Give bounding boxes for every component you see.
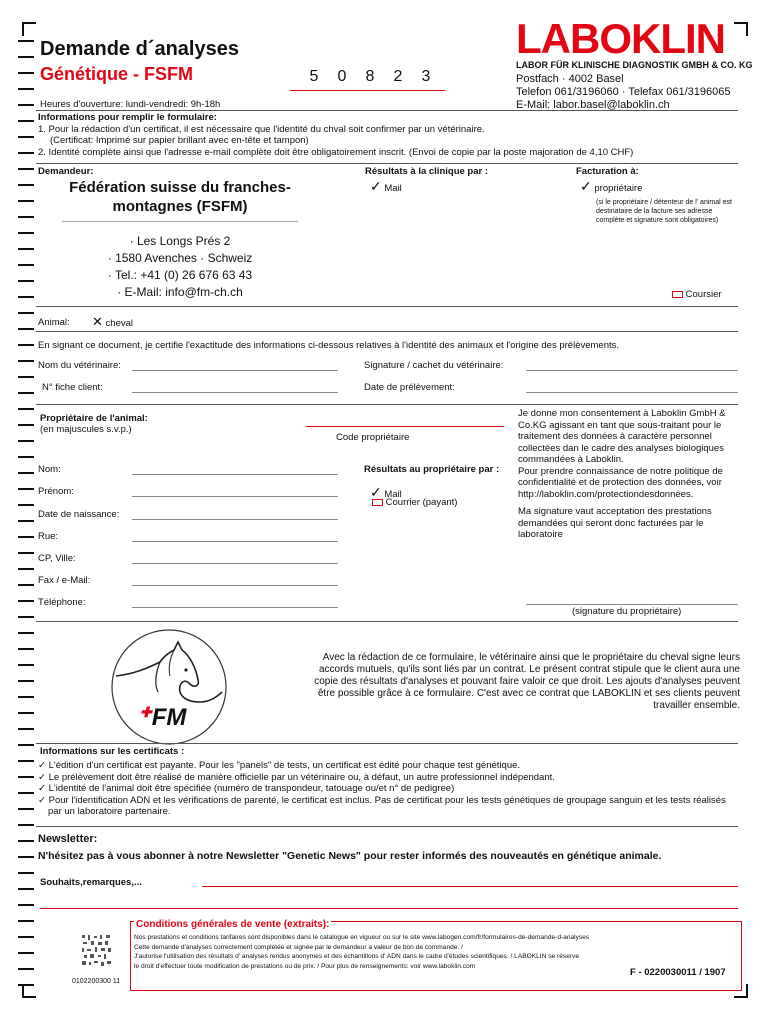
checkmark-icon: ✓	[38, 771, 49, 783]
cross-icon: ✕	[92, 314, 103, 329]
owner-first-name-input[interactable]	[132, 496, 338, 497]
certificates-title: Informations sur les certificats :	[40, 746, 185, 757]
divider	[36, 826, 738, 827]
owner-caps-note: (en majuscules s.v.p.)	[40, 424, 132, 435]
barcode-number: 0102200300 11	[72, 978, 121, 985]
margin-ticks	[18, 40, 36, 1000]
divider	[36, 404, 738, 405]
divider	[36, 163, 738, 164]
courier-option[interactable]	[672, 289, 722, 300]
checkmark-icon: ✓	[38, 794, 49, 806]
owner-fax-email-input[interactable]	[132, 585, 338, 586]
requester-label: Demandeur:	[38, 166, 94, 177]
order-digit: 3	[421, 68, 431, 85]
vet-signature-input[interactable]	[526, 370, 738, 371]
owner-title: Propriétaire de l'animal:	[40, 413, 148, 424]
requester-address	[60, 233, 300, 301]
owner-field-label: Date de naissance:	[38, 509, 120, 520]
client-number-input[interactable]	[132, 392, 338, 393]
list-item: ✓ Le prélèvement doit être réalisé de manière officielle par un vétérinaire ou, à défaut, un autre professionnel indépendant.	[38, 771, 555, 783]
checkmark-icon: ✓	[370, 484, 382, 500]
consent-text: Pour prendre connaissance de notre politique de confidentialité et de protection des données, voir http://laboklin.com/protectiondesdonnées.	[518, 465, 723, 500]
instructions	[38, 112, 738, 158]
owner-last-name-input[interactable]	[132, 474, 338, 475]
form-code: F - 0220030011 / 1907	[630, 967, 726, 978]
conditions-line: Cette demande d'analyses correctement complétée et signée par le demandeur a valeur de bon de commande. /	[134, 943, 463, 951]
divider	[36, 110, 738, 111]
lab-phone: Telefon 061/3196060 · Telefax 061/3196065	[516, 86, 731, 98]
requester-name: Fédération suisse du franches-montagnes (FSFM)	[69, 179, 291, 215]
conditions-text	[134, 933, 734, 971]
fm-logo-text	[140, 704, 186, 732]
billing-note: (si le propriétaire / détenteur de l' animal est destinataire de la facture ses adresse complète et signature sont obligatoires)	[596, 199, 732, 224]
wishes-label: Souhaits,remarques,...	[40, 877, 142, 888]
lab-address	[516, 73, 730, 112]
consent-text: Ma signature vaut acceptation des prestations demandées qui seront donc facturées par le laboratoire	[518, 506, 712, 540]
owner-code-label: Code propriétaire	[336, 432, 410, 443]
order-digit: 8	[365, 68, 375, 85]
animal-cheval-option[interactable]	[92, 314, 133, 330]
page-subtitle: Génétique - FSFM	[40, 64, 193, 84]
results-clinic-label: Résultats à la clinique par :	[365, 166, 489, 177]
wishes-input[interactable]	[202, 886, 738, 887]
corner-mark-tl	[22, 22, 36, 36]
owner-field-label: CP, Ville:	[38, 553, 76, 564]
results-clinic-mail-label: Mail	[384, 183, 402, 194]
billing-owner-label: propriétaire	[594, 183, 643, 194]
owner-signature-input[interactable]	[526, 604, 738, 605]
order-number	[300, 68, 440, 86]
conditions-line: Nos prestations et conditions tarifaires sont disponibles dans le catalogue en vigueur ou sur le site www.labogen.com/fr/formulaires-de-demande-d-analyses	[134, 934, 590, 941]
owner-results-courier-label: Courrier (payant)	[385, 497, 458, 508]
owner-results-courier-option[interactable]	[372, 497, 457, 508]
divider	[36, 621, 738, 622]
order-digit: 2	[393, 68, 403, 85]
laboklin-logo: LABOKLIN	[516, 15, 725, 62]
owner-field-label: Fax / e-Mail:	[38, 575, 91, 586]
owner-field-label: Rue:	[38, 531, 59, 542]
billing-owner-option[interactable]	[580, 178, 642, 195]
checkmark-icon: ✓	[580, 178, 592, 194]
checkmark-icon: ✓	[38, 760, 49, 771]
order-number-line	[290, 90, 445, 91]
instructions-line: 1. Pour la rédaction d'un certificat, il est nécessaire que l'identité du chval soit confirmer par un vétérinaire.	[38, 123, 485, 135]
vet-name-label: Nom du vétérinaire:	[38, 360, 121, 371]
list-item: ✓ Pour l'identification ADN et les vérifications de parenté, le certificat est inclus. Pas de certificat pour les tests génétiques de groupage sanguin et les tests réalisés par un laboratoire partenaire.	[38, 794, 726, 817]
fm-logo-label: FM	[151, 704, 187, 731]
owner-results-label: Résultats au propriétaire par :	[364, 464, 500, 475]
owner-code-input[interactable]	[306, 414, 504, 427]
instructions-line: (Certificat: Imprimé sur papier brillant avec en-tête et tampon)	[50, 135, 309, 146]
vet-name-input[interactable]	[132, 370, 338, 371]
owner-signature-label: (signature du propriétaire)	[572, 606, 682, 617]
sample-date-input[interactable]	[526, 392, 738, 393]
conditions-line: J'autorise l'utilisation des résultats d' analyses rendus anonymes et des échantillons d' ADN dans le cadre d'études scientifiques. / LABOKLIN se réserve	[134, 953, 580, 960]
swiss-cross-icon: ✚	[140, 704, 152, 720]
owner-field-label: Téléphone:	[38, 597, 86, 608]
corner-mark-bl	[22, 984, 36, 998]
consent-text: Je donne mon consentement à Laboklin GmbH & Co.KG agissant en tant que sous-traitant pour le traitement des données à caractère personnel collectées dan le cadre des analyses biologiques commandées à Laboklin.	[518, 408, 726, 465]
owner-consent	[518, 408, 738, 541]
owner-street-input[interactable]	[132, 541, 338, 542]
requester-city: · 1580 Avenches · Schweiz	[107, 251, 253, 265]
billing-label: Facturation à:	[576, 166, 639, 177]
requester-email: · E-Mail: info@fm-ch.ch	[117, 285, 243, 299]
wishes-input-line2[interactable]	[40, 908, 738, 909]
lab-email: E-Mail: labor.basel@laboklin.ch	[516, 99, 670, 111]
owner-field-label: Prénom:	[38, 486, 74, 497]
barcode	[80, 933, 114, 969]
checkbox-icon	[372, 499, 383, 506]
sample-date-label: Date de prélèvement:	[364, 382, 455, 393]
animal-value: cheval	[105, 318, 134, 329]
client-number-label: N° fiche client:	[42, 382, 103, 393]
page-title: Demande d´analyses	[40, 38, 239, 60]
agreement-text: Avec la rédaction de ce formulaire, le vétérinaire ainsi que le propriétaire du cheval signe leurs accords mutuels, qu'ils sont liés par un contrat. Le présent contrat stipule que le client aura une copie des résultats d'analyses et pouvant faire valoir ce que droit. Les ajouts d'analyses peuvent être possible grâce à ce formulaire. C'est avec ce contrat que LABOKLIN et ses clients peuvent travailler ensemble.	[314, 652, 740, 711]
checkbox-icon	[672, 291, 683, 298]
conditions-title: Conditions générales de vente (extraits):	[136, 919, 330, 930]
requester-underline	[62, 221, 298, 222]
owner-phone-input[interactable]	[132, 607, 338, 608]
list-item: ✓ L'identité de l'animal doit être spécifiée (numéro de transpondeur, tatouage ou/et n° de pedigree)	[38, 783, 455, 794]
lab-name: LABOR FÜR KLINISCHE DIAGNOSTIK GMBH & CO. KG	[516, 60, 753, 70]
divider	[36, 743, 738, 744]
owner-city-input[interactable]	[132, 563, 338, 564]
owner-birthdate-input[interactable]	[132, 519, 338, 520]
results-clinic-mail-option[interactable]	[370, 178, 402, 195]
newsletter-title: Newsletter:	[38, 833, 98, 845]
requester-street: · Les Longs Prés 2	[129, 234, 231, 248]
list-item: ✓ L'édition d'un certificat est payante. Pour les "panels" de tests, un certificat est édité pour chaque test génétique.	[38, 760, 521, 771]
owner-field-label: Nom:	[38, 464, 61, 475]
conditions-line: le droit d'effectuer toute modification de prestations ou de prix. / Pour plus de renseignements: voir www.laboklin.com	[134, 962, 476, 970]
animal-label: Animal:	[38, 317, 70, 328]
certify-text: En signant ce document, je certifie l'exactitude des informations ci-dessous relatives à l'identité des animaux et l'origine des prélèvements.	[38, 340, 620, 351]
courier-label: Coursier	[685, 289, 722, 300]
divider	[36, 306, 738, 307]
lab-postbox: Postfach · 4002 Basel	[516, 73, 624, 85]
opening-hours: Heures d'ouverture: lundi-vendredi: 9h-18h	[40, 99, 221, 110]
barcode-icon	[80, 933, 114, 969]
divider	[36, 331, 738, 332]
corner-mark-tr	[734, 22, 748, 36]
newsletter-text: N'hésitez pas à vous abonner à notre Newsletter "Genetic News" pour rester informés des nouveautés en génétique animale.	[38, 850, 662, 862]
checkmark-icon: ✓	[38, 783, 49, 794]
requester-phone: · Tel.: +41 (0) 26 676 63 43	[107, 268, 253, 282]
order-digit: 0	[337, 68, 347, 85]
instructions-title: Informations pour remplir le formulaire:	[38, 112, 217, 123]
certificates-list	[38, 760, 738, 818]
checkmark-icon: ✓	[370, 178, 382, 194]
instructions-line: 2. Identité complète ainsi que l'adresse e-mail complète doit être obligatoirement inscrit. (Envoi de copie par la poste majoration de 4,10 CHF)	[38, 146, 634, 158]
vet-signature-label: Signature / cachet du vétérinaire:	[364, 360, 504, 371]
order-digit: 5	[309, 68, 319, 85]
owner-results-mail-label: Mail	[384, 489, 402, 500]
